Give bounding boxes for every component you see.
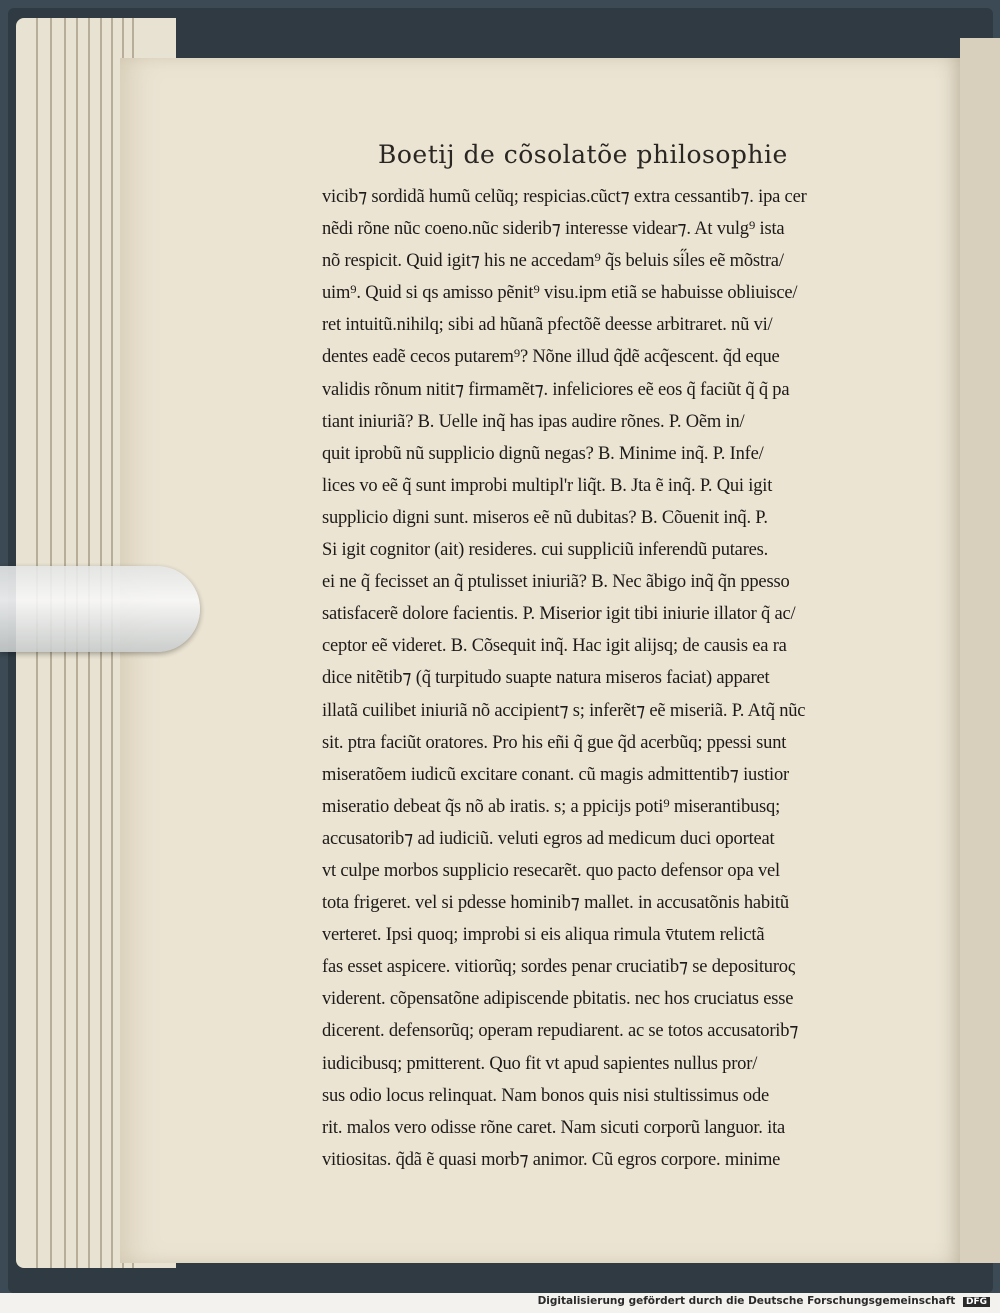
text-line: supplicio digni sunt. miseros eẽ nũ dubitas? B. Cõuenit inq̃. P. <box>322 507 768 528</box>
page-holder-clip <box>0 566 200 652</box>
running-title: Boetij de cõsolatõe philosophie <box>378 140 788 169</box>
text-line: accusatorib⁊ ad iudiciũ. veluti egros ad medicum duci oporteat <box>322 828 775 849</box>
digitization-credit <box>538 1295 990 1311</box>
text-line: Si igit cognitor (ait) resideres. cui suppliciũ inferendũ putares. <box>322 540 769 561</box>
text-line: vt culpe morbos supplicio resecarẽt. quo pacto defensor opa vel <box>322 860 780 881</box>
text-line: miseratio debeat q̃s nõ ab iratis. s; a ppicijs poti⁹ miserantibusq; <box>322 796 781 817</box>
text-line: verteret. Ipsi quoq; improbi si eis aliqua rimula v̄tutem relictã <box>322 925 765 946</box>
text-line: viderent. cõpensatõne adipiscende pbitatis. nec hos cruciatus esse <box>322 989 794 1010</box>
text-lines <box>322 181 882 1176</box>
text-line: dicerent. defensorũq; operam repudiarent. ac se totos accusatorib⁊ <box>322 1021 799 1042</box>
text-line: nẽdi rõne nũc coeno.nũc siderib⁊ interesse videar⁊. At vulg⁹ ista <box>322 219 785 240</box>
text-line: vicib⁊ sordidã humũ celũq; respicias.cũct⁊ extra cessantib⁊. ipa cer <box>322 187 807 207</box>
dfg-logo: DFG <box>963 1297 990 1307</box>
text-line: rit. malos vero odisse rõne caret. Nam sicuti corporũ languor. ita <box>322 1117 786 1138</box>
text-line: fas esset aspicere. vitiorũq; sordes penar cruciatib⁊ se depositurος <box>322 957 795 978</box>
text-line: nõ respicit. Quid igit⁊ his ne accedam⁹ q̃s beluis si̋les eẽ mõstra/ <box>322 251 784 272</box>
text-line: tiant iniuriã? B. Uelle inq̃ has ipas audire rõnes. P. Oẽm in/ <box>322 411 745 432</box>
text-line: tota frigeret. vel si pdesse hominib⁊ mallet. in accusatõnis habitũ <box>322 893 789 914</box>
page-text-block <box>322 140 882 1176</box>
text-line: ret intuitũ.nihilq; sibi ad hũanã pfectõẽ deesse arbitraret. nũ vi/ <box>322 315 773 336</box>
text-line: miseratõem iudicũ excitare conant. cũ magis admittentib⁊ iustior <box>322 764 789 785</box>
text-line: illatã cuilibet iniuriã nõ accipient⁊ s; inferẽt⁊ eẽ miseriã. P. Atq̃ nũc <box>322 700 806 721</box>
text-line: uim⁹. Quid si qs amisso pẽnit⁹ visu.ipm etiã se habuisse obliuisce/ <box>322 283 798 304</box>
text-line: ei ne q̃ fecisset an q̃ ptulisset iniuriã? B. Nec ãbigo inq̃ q̃n ppesso <box>322 572 790 593</box>
text-line: dice nitẽtib⁊ (q̃ turpitudo suapte natura miseros faciat) apparet <box>322 668 770 689</box>
text-line: iudicibusq; pmitterent. Quo fit vt apud sapientes nullus pror/ <box>322 1053 758 1074</box>
text-line: lices vo eẽ q̃ sunt improbi multipl'r liq̃t. B. Jta ẽ inq̃. P. Qui igit <box>322 475 773 496</box>
text-line: sus odio locus relinquat. Nam bonos quis nisi stultissimus ode <box>322 1085 770 1106</box>
text-line: dentes eadẽ cecos putarem⁹? Nõne illud q̃dẽ acq̃escent. q̃d eque <box>322 347 780 368</box>
recto-page-edge <box>960 38 1000 1263</box>
text-line: vitiositas. q̃dã ẽ quasi morb⁊ animor. Cũ egros corpore. minime <box>322 1149 781 1170</box>
text-line: validis rõnum nitit⁊ firmamẽt⁊. infeliciores eẽ eos q̃ faciũt q̃ q̃ pa <box>322 379 790 400</box>
credit-text: Digitalisierung gefördert durch die Deutsche Forschungsgemeinschaft <box>537 1295 956 1307</box>
text-line: sit. ptra faciũt oratores. Pro his eñi q̃ gue q̃d acerbũq; ppessi sunt <box>322 732 787 753</box>
text-line: quit iprobũ nũ supplicio dignũ negas? B. Minime inq̃. P. Infe/ <box>322 443 764 464</box>
text-line: ceptor eẽ videret. B. Cõsequit inq̃. Hac igit alijsq; de causis ea ra <box>322 636 787 657</box>
text-line: satisfacerẽ dolore facientis. P. Miserior igit tibi iniurie illator q̃ ac/ <box>322 604 796 625</box>
